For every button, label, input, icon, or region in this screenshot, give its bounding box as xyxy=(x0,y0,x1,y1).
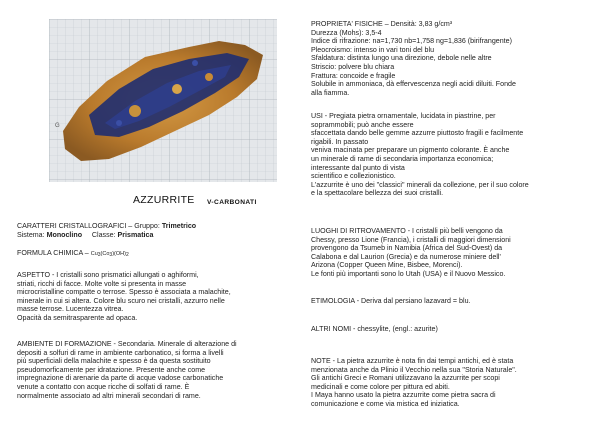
locations-line: Le fonti più importanti sono lo Utah (USA) e il Nuovo Messico. xyxy=(311,269,506,278)
notes-section xyxy=(311,357,517,409)
physical-line: alla fiamma. xyxy=(311,88,350,97)
aspect-line: Opacità da semitrasparente ad opaca. xyxy=(17,313,138,322)
physical-line: Pleocroismo: intenso in vari toni del blu xyxy=(311,45,435,54)
formula-label: FORMULA CHIMICA – xyxy=(17,249,91,257)
formula-sub-3: 2 xyxy=(125,252,129,258)
environment-line: pseudomorficamente per idratazione. Presente anche come xyxy=(17,365,206,374)
aspect-line: microcristalline compatte o terrose. Spesso è associata a malachite, xyxy=(17,288,231,297)
uses-line: USI - Pregiata pietra ornamentale, lucidata in piastrine, per xyxy=(311,112,496,120)
crystal-system: Monoclino xyxy=(46,230,83,239)
notes-line: Gli antichi Greci e Romani utilizzavano la azzurrite per scopi xyxy=(311,374,500,383)
etymology-section xyxy=(311,297,470,306)
formula-cu: Cu xyxy=(90,251,98,257)
uses-line: sfaccettata dando belle gemme azzurre piuttosto fragili e facilmente xyxy=(311,129,524,138)
locations-section xyxy=(311,227,511,279)
other-names-text: ALTRI NOMI - chessylite, (engl.: azurite) xyxy=(311,325,438,333)
specimen-photo xyxy=(49,19,277,182)
physical-line: Durezza (Mohs): 3,5-4 xyxy=(311,28,382,37)
environment-line: AMBIENTE DI FORMAZIONE - Secondaria. Minerale di alterazione di xyxy=(17,340,237,348)
physical-section xyxy=(311,20,516,97)
crystal-group: Trimetrico xyxy=(161,222,197,230)
crystal-section xyxy=(17,222,196,239)
notes-line: comunicazione e come via mistica ed iniziatica. xyxy=(311,399,460,408)
notes-line: NOTE - La pietra azzurrite è nota fin dai tempi antichi, ed è stata xyxy=(311,357,514,365)
other-names-section xyxy=(311,325,438,334)
uses-section xyxy=(311,112,529,198)
formula-sub-2: 3 xyxy=(109,252,113,258)
physical-line: Indice di rifrazione: na=1,730 nb=1,758 ng=1,836 (birifrangente) xyxy=(311,37,512,46)
locations-line: Arizona (Copper Queen Mine, Bisbee, Morenci). xyxy=(311,261,463,270)
aspect-section xyxy=(17,271,231,323)
physical-line: Striscio: polvere blu chiara xyxy=(311,62,395,71)
physical-line: PROPRIETA' FISICHE – Densità: 3,83 g/cm³ xyxy=(311,20,453,28)
svg-text:G: G xyxy=(55,123,60,129)
formula-section xyxy=(17,249,129,260)
environment-section xyxy=(17,340,237,400)
system-label: Sistema: xyxy=(17,230,47,239)
locations-line: provengono da Tsumeb in Namibia (Africa del Sud-Ovest) da xyxy=(311,244,503,253)
notes-line: medicinali e come colore per pittura ed abiti. xyxy=(311,382,450,391)
crystal-label: CARATTERI CRISTALLOGRAFICI xyxy=(17,222,127,230)
formula-mid-2: )(OH) xyxy=(112,251,126,257)
formula-sub-1: 3 xyxy=(97,252,101,258)
class-label: Classe: xyxy=(91,230,118,239)
specimen-image xyxy=(49,19,277,182)
uses-line: soprammobili; può anche essere xyxy=(311,120,414,129)
etymology-text: ETIMOLOGIA - Deriva dal persiano lazavard = blu. xyxy=(311,297,471,305)
environment-line: normalmente associato ad altri minerali secondari di rame. xyxy=(17,391,201,400)
aspect-line: masse terrose. Lucentezza vitrea. xyxy=(17,305,124,314)
crystal-class: Prismatica xyxy=(117,230,154,239)
environment-line: impregnazione di arenarie da parte di acque vadose carbonatiche xyxy=(17,374,224,383)
mineral-class: V-CARBONATI xyxy=(207,199,257,206)
physical-line: Solubile in ammoniaca, dà effervescenza negli acidi diluiti. Fonde xyxy=(311,80,516,89)
uses-line: interessante dal punto di vista xyxy=(311,163,405,172)
environment-line: venute a contatto con acque ricche di solfati di rame. È xyxy=(17,382,190,391)
locations-line: Calabona e dal Laurion (Grecia) e da numerose miniere dell' xyxy=(311,252,501,261)
aspect-line: ASPETTO - I cristalli sono prismatici allungati o aghiformi, xyxy=(17,271,199,279)
locations-line: LUOGHI DI RITROVAMENTO - I cristalli più belli vengono da xyxy=(311,227,503,235)
uses-line: L'azzurrite è uno dei "classici" minerali da collezione, per il suo colore xyxy=(311,180,529,189)
locations-line: Chessy, presso Lione (Francia), i cristalli di maggiori dimensioni xyxy=(311,235,511,244)
uses-line: e la spettacolare bellezza dei suoi cristalli. xyxy=(311,189,444,198)
aspect-line: minerale in cui si altera. Colore blu scuro nei cristalli, azzurro nelle xyxy=(17,296,225,305)
mineral-name: AZZURRITE xyxy=(133,194,195,206)
uses-line: un minerale di rame di secondaria importanza economica; xyxy=(311,154,494,163)
notes-line: I Maya hanno usato la pietra azzurrite come pietra sacra di xyxy=(311,391,496,400)
formula-mid: (Co xyxy=(100,251,110,257)
aspect-line: striati, ricchi di facce. Molte volte si presenta in masse xyxy=(17,279,187,288)
notes-line: menzionata anche da Plinio il Vecchio nella sua "Storia Naturale". xyxy=(311,365,517,374)
environment-line: depositi a solfuri di rame in ambiente carbonatico, si forma a livelli xyxy=(17,348,224,357)
physical-line: Frattura: concoide e fragile xyxy=(311,71,396,80)
uses-line: scientifico e collezionistico. xyxy=(311,172,396,181)
crystal-group-prefix: – Gruppo: xyxy=(126,222,162,230)
uses-line: rigabili. In passato xyxy=(311,137,369,146)
uses-line: veniva macinata per preparare un pigmento colorante. È anche xyxy=(311,146,510,155)
physical-line: Sfaldatura: distinta lungo una direzione, debole nelle altre xyxy=(311,54,492,63)
environment-line: più superficiali della malachite e spesso è da questa sostituito xyxy=(17,357,211,366)
